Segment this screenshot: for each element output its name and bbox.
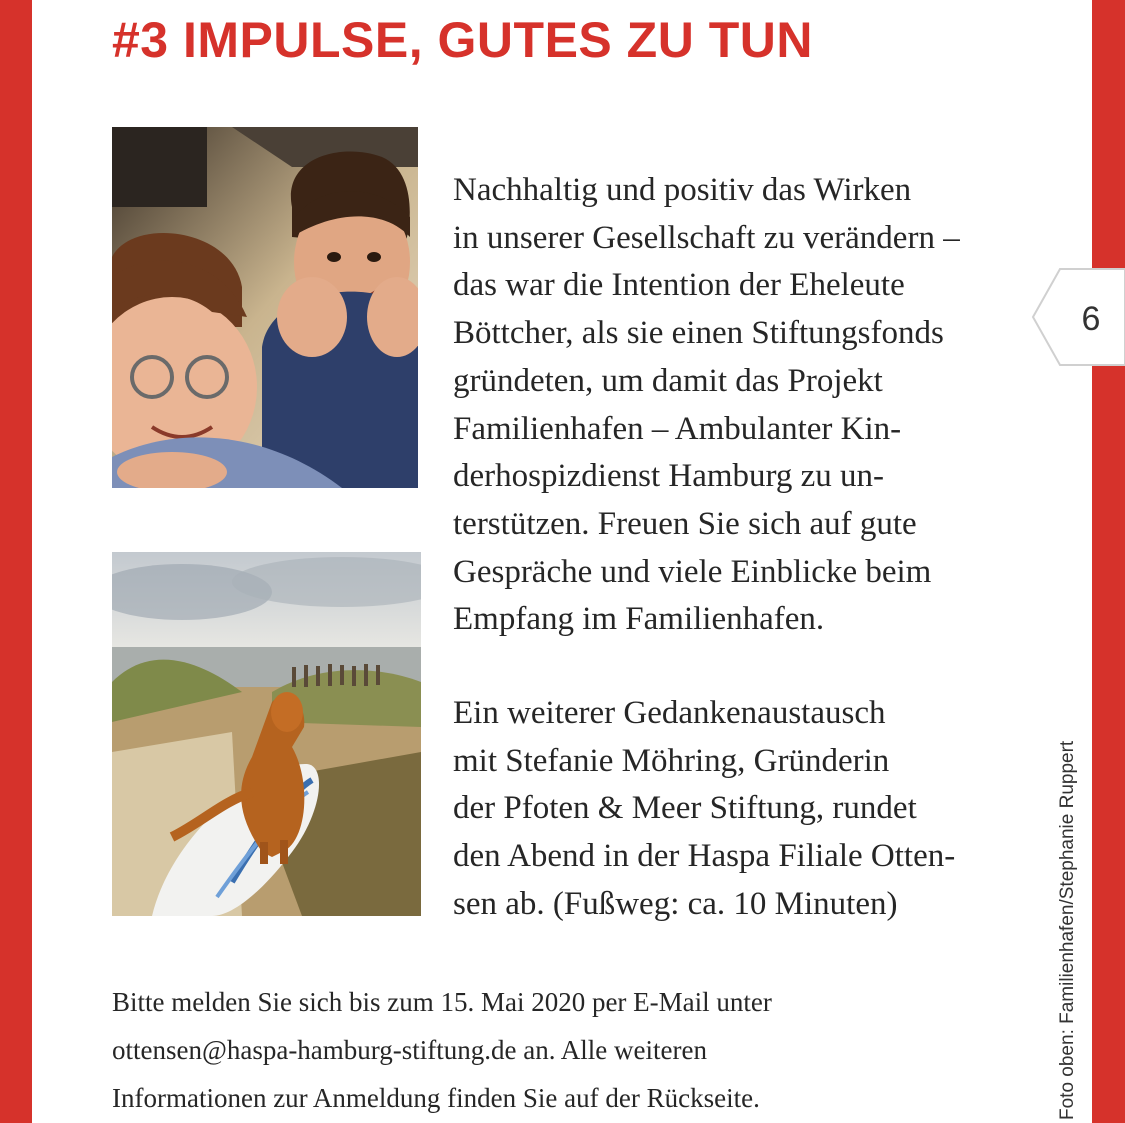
- paragraph-second: [453, 690, 1013, 929]
- photo-credit: Foto oben: Familienhafen/Stephanie Ruppert: [1057, 740, 1078, 1120]
- photo-children: [112, 127, 418, 488]
- text-line: gründeten, um damit das Projekt: [453, 362, 883, 399]
- text-line: Nachhaltig und positiv das Wirken: [453, 172, 912, 208]
- text-line: den Abend in der Haspa Filiale Otten-: [453, 838, 956, 875]
- text-line: Familienhafen – Ambulanter Kin-: [453, 410, 902, 447]
- text-line: Bitte melden Sie sich bis zum 15. Mai 2020 per E-Mail unter: [112, 987, 772, 1017]
- text-line: Böttcher, als sie einen Stiftungsfonds: [453, 315, 944, 352]
- text-line: Ein weiterer Gedankenaustausch: [453, 695, 886, 731]
- text-line: terstützen. Freuen Sie sich auf gute: [453, 505, 917, 542]
- text-line: Gespräche und viele Einblicke beim: [453, 553, 932, 590]
- text-line: in unserer Gesellschaft zu verändern –: [453, 219, 960, 256]
- text-line: mit Stefanie Möhring, Gründerin: [453, 742, 890, 779]
- text-line: Empfang im Familienhafen.: [453, 601, 825, 638]
- text-line: sen ab. (Fußweg: ca. 10 Minuten): [453, 885, 898, 922]
- text-line: das war die Intention der Eheleute: [453, 267, 905, 304]
- paragraph-intro: [453, 167, 1013, 644]
- photo-dog-surfboard: [112, 552, 421, 916]
- page-number: 6: [1081, 300, 1101, 338]
- text-line: der Pfoten & Meer Stiftung, rundet: [453, 790, 917, 827]
- text-line: ottensen@haspa-hamburg-stiftung.de an. Alle weiteren: [112, 1035, 707, 1065]
- registration-note: [112, 978, 952, 1122]
- text-line: derhospizdienst Hamburg zu un-: [453, 458, 885, 495]
- page-heading: #3 IMPULSE, GUTES ZU TUN: [112, 12, 813, 68]
- text-line: Informationen zur Anmeldung finden Sie auf der Rückseite.: [112, 1083, 760, 1113]
